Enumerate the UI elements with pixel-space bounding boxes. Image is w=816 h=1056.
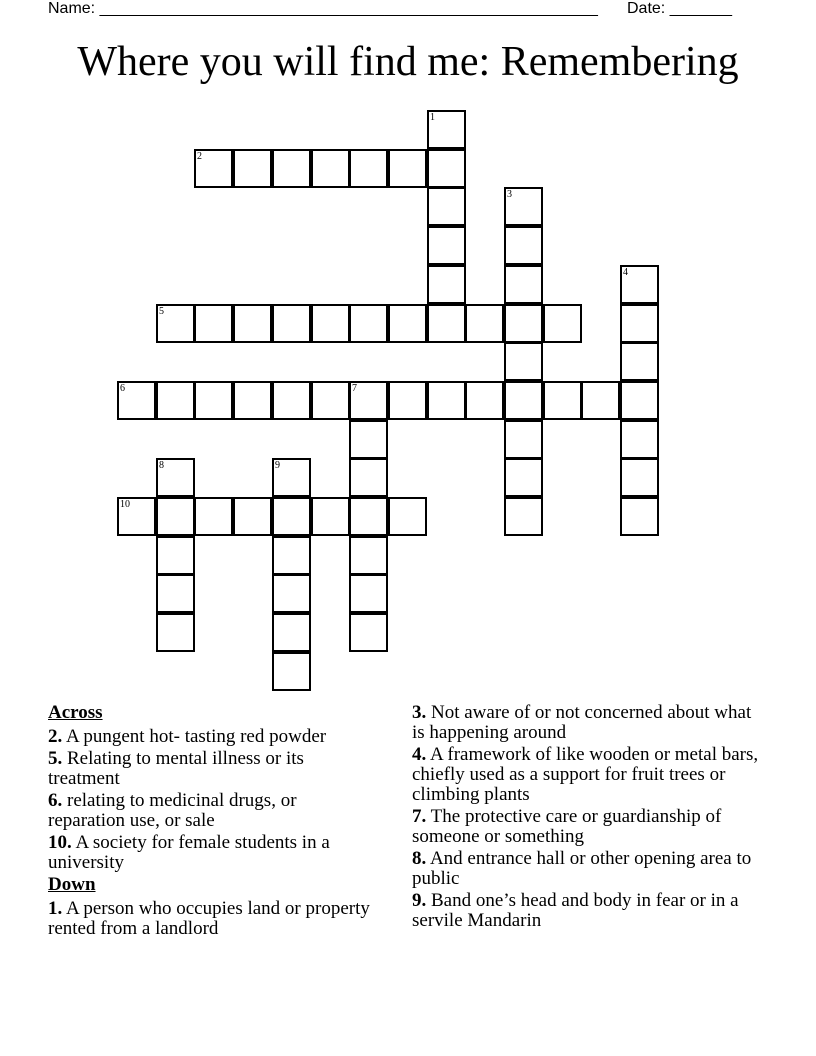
grid-cell[interactable] xyxy=(504,420,543,459)
grid-cell[interactable] xyxy=(233,149,272,188)
clue-down-4 xyxy=(412,745,762,805)
grid-cell[interactable] xyxy=(272,381,311,420)
clue-across-10 xyxy=(48,833,378,873)
grid-cell[interactable] xyxy=(272,613,311,652)
clue-across-5 xyxy=(48,749,378,789)
cell-number: 8 xyxy=(159,460,164,471)
grid-cell[interactable] xyxy=(620,420,659,459)
clue-number: 2. xyxy=(48,726,63,747)
grid-cell[interactable] xyxy=(388,497,427,536)
grid-cell[interactable] xyxy=(620,381,659,420)
grid-cell[interactable] xyxy=(272,497,311,536)
grid-cell[interactable] xyxy=(156,613,195,652)
grid-cell[interactable] xyxy=(349,536,388,575)
grid-cell[interactable] xyxy=(543,381,582,420)
grid-cell[interactable] xyxy=(311,381,350,420)
grid-cell[interactable] xyxy=(349,497,388,536)
grid-cell[interactable] xyxy=(504,458,543,497)
clue-down-1 xyxy=(48,899,378,939)
grid-cell[interactable] xyxy=(156,381,195,420)
grid-cell[interactable] xyxy=(117,497,156,536)
clue-text: Relating to mental illness or its treatment xyxy=(48,748,304,789)
grid-cell[interactable] xyxy=(156,574,195,613)
grid-cell[interactable] xyxy=(620,497,659,536)
clue-number: 5. xyxy=(48,748,63,769)
clues-left-column xyxy=(48,703,378,941)
grid-cell[interactable] xyxy=(272,574,311,613)
clue-number: 1. xyxy=(48,898,63,919)
grid-cell[interactable] xyxy=(349,149,388,188)
grid-cell[interactable] xyxy=(620,265,659,304)
cell-number: 5 xyxy=(159,306,164,317)
grid-cell[interactable] xyxy=(504,381,543,420)
cell-number: 10 xyxy=(120,499,130,510)
grid-cell[interactable] xyxy=(581,381,620,420)
grid-cell[interactable] xyxy=(427,226,466,265)
clue-text: relating to medicinal drugs, or reparation use, or sale xyxy=(48,790,297,831)
across-heading: Across xyxy=(48,702,103,723)
grid-cell[interactable] xyxy=(311,497,350,536)
cell-number: 6 xyxy=(120,383,125,394)
clue-number: 10. xyxy=(48,832,72,853)
clue-down-9 xyxy=(412,891,762,931)
clue-down-8 xyxy=(412,849,762,889)
clue-text: Not aware of or not concerned about what is happening around xyxy=(412,702,752,743)
clue-number: 3. xyxy=(412,702,427,723)
grid-cell[interactable] xyxy=(156,458,195,497)
grid-cell[interactable] xyxy=(272,458,311,497)
grid-cell[interactable] xyxy=(349,420,388,459)
grid-cell[interactable] xyxy=(427,187,466,226)
cell-number: 2 xyxy=(197,151,202,162)
grid-cell[interactable] xyxy=(349,458,388,497)
grid-cell[interactable] xyxy=(465,381,504,420)
clue-text: A person who occupies land or property rented from a landlord xyxy=(48,898,370,939)
grid-cell[interactable] xyxy=(465,304,504,343)
clues-right-column xyxy=(412,703,762,933)
clue-text: A framework of like wooden or metal bars, chiefly used as a support for fruit trees or climbing plants xyxy=(412,744,759,805)
grid-cell[interactable] xyxy=(427,381,466,420)
grid-cell[interactable] xyxy=(504,226,543,265)
grid-cell[interactable] xyxy=(156,497,195,536)
grid-cell[interactable] xyxy=(272,304,311,343)
grid-cell[interactable] xyxy=(504,265,543,304)
cell-number: 9 xyxy=(275,460,280,471)
page-title: Where you will find me: Remembering xyxy=(77,39,739,85)
clue-number: 8. xyxy=(412,848,427,869)
clue-number: 9. xyxy=(412,890,427,911)
grid-cell[interactable] xyxy=(427,110,466,149)
grid-cell[interactable] xyxy=(156,536,195,575)
grid-cell[interactable] xyxy=(620,342,659,381)
grid-cell[interactable] xyxy=(194,149,233,188)
grid-cell[interactable] xyxy=(272,149,311,188)
clue-text: A pungent hot- tasting red powder xyxy=(65,726,327,747)
grid-cell[interactable] xyxy=(233,304,272,343)
grid-cell[interactable] xyxy=(543,304,582,343)
date-field-label[interactable]: Date: _______ xyxy=(627,0,732,17)
grid-cell[interactable] xyxy=(349,381,388,420)
clue-down-3 xyxy=(412,703,762,743)
grid-cell[interactable] xyxy=(427,149,466,188)
grid-cell[interactable] xyxy=(427,265,466,304)
clue-across-2 xyxy=(48,727,378,747)
grid-cell[interactable] xyxy=(388,304,427,343)
clue-text: Band one’s head and body in fear or in a servile Mandarin xyxy=(412,890,739,931)
clue-text: And entrance hall or other opening area to public xyxy=(412,848,752,889)
grid-cell[interactable] xyxy=(194,304,233,343)
grid-cell[interactable] xyxy=(620,458,659,497)
grid-cell[interactable] xyxy=(272,652,311,691)
grid-cell[interactable] xyxy=(349,613,388,652)
clue-number: 7. xyxy=(412,806,427,827)
grid-cell[interactable] xyxy=(311,304,350,343)
grid-cell[interactable] xyxy=(504,497,543,536)
grid-cell[interactable] xyxy=(620,304,659,343)
cell-number: 1 xyxy=(430,112,435,123)
cell-number: 4 xyxy=(623,267,628,278)
name-field-label[interactable]: Name: ________________________________________________________ xyxy=(48,0,598,17)
grid-cell[interactable] xyxy=(388,149,427,188)
grid-cell[interactable] xyxy=(233,381,272,420)
clue-text: A society for female students in a university xyxy=(48,832,330,873)
grid-cell[interactable] xyxy=(117,381,156,420)
grid-cell[interactable] xyxy=(233,497,272,536)
header-line xyxy=(48,0,748,22)
grid-cell[interactable] xyxy=(156,304,195,343)
clue-across-6 xyxy=(48,791,378,831)
clue-text: The protective care or guardianship of someone or something xyxy=(412,806,722,847)
grid-cell[interactable] xyxy=(194,497,233,536)
grid-cell[interactable] xyxy=(272,536,311,575)
grid-cell[interactable] xyxy=(504,187,543,226)
grid-cell[interactable] xyxy=(349,304,388,343)
clue-number: 6. xyxy=(48,790,63,811)
clue-down-7 xyxy=(412,807,762,847)
grid-cell[interactable] xyxy=(427,304,466,343)
grid-cell[interactable] xyxy=(311,149,350,188)
grid-cell[interactable] xyxy=(194,381,233,420)
grid-cell[interactable] xyxy=(504,304,543,343)
grid-cell[interactable] xyxy=(388,381,427,420)
grid-cell[interactable] xyxy=(504,342,543,381)
down-heading: Down xyxy=(48,874,96,895)
grid-cell[interactable] xyxy=(349,574,388,613)
clue-number: 4. xyxy=(412,744,427,765)
cell-number: 7 xyxy=(352,383,357,394)
cell-number: 3 xyxy=(507,189,512,200)
